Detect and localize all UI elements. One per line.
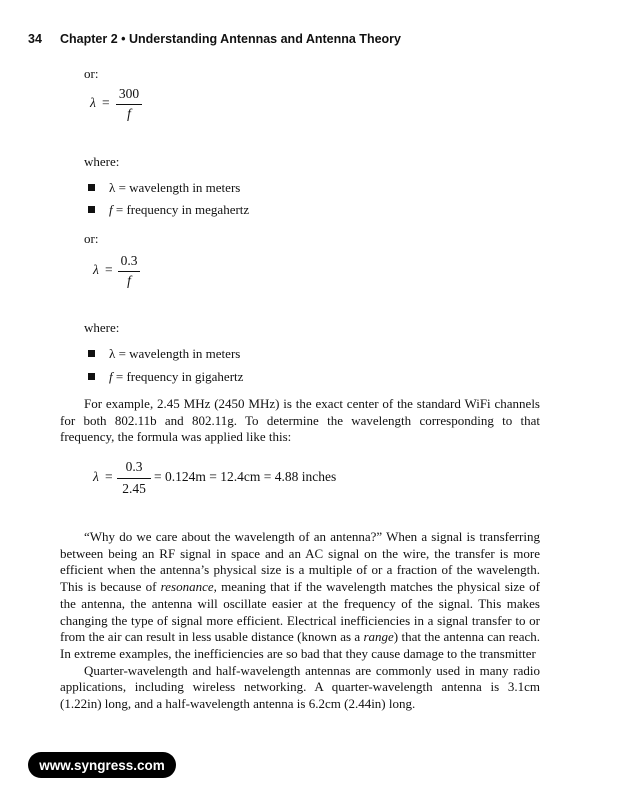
denominator: f: [127, 273, 131, 288]
text-run: ) that the antenna can reach. In extreme examples, the inefficiencies are so bad that they cause damage to the transmitter: [60, 629, 540, 661]
bullet-item: [88, 369, 243, 385]
fraction-bar: [116, 104, 142, 105]
fraction-bar: [117, 478, 151, 479]
denominator: f: [127, 106, 131, 121]
bullet-symbol: λ: [109, 346, 116, 361]
numerator: 0.3: [125, 459, 143, 474]
lambda-symbol: λ: [93, 262, 99, 277]
example-paragraph: [60, 396, 540, 446]
bullet-symbol: f: [109, 369, 113, 384]
emphasis-range: range: [363, 629, 394, 645]
lambda-symbol: λ: [90, 95, 96, 110]
numerator: 0.3: [120, 253, 138, 268]
bullet-item: [88, 202, 249, 218]
bullet-square-icon: [88, 206, 95, 213]
text-run: “Why do we care about the wavelength of an antenna?” When a signal is transferring between being an RF signal in space and an AC signal on the wire, the transfer is more efficient when the antenna’s physical size is a multiple of or a fraction of the wavelength. This is because of: [60, 529, 540, 595]
bullet-square-icon: [88, 350, 95, 357]
bullet-symbol: f: [109, 202, 113, 217]
or-label: or:: [84, 66, 99, 81]
bullet-text: = wavelength in meters: [115, 180, 241, 195]
page-number: 34: [28, 32, 42, 46]
bullet-text: = frequency in gigahertz: [112, 369, 244, 384]
equals-sign: =: [102, 95, 110, 110]
numerator: 300: [118, 86, 140, 101]
formula-result: = 0.124m = 12.4cm = 4.88 inches: [154, 469, 337, 484]
paragraph: [60, 529, 540, 663]
emphasis-resonance: resonance,: [160, 579, 217, 595]
bullet-square-icon: [88, 373, 95, 380]
bullet-item: [88, 180, 240, 196]
bullet-text: = wavelength in meters: [115, 346, 241, 361]
where-label: where:: [84, 154, 120, 169]
bullet-text: = frequency in megahertz: [112, 202, 250, 217]
bullet-square-icon: [88, 184, 95, 191]
denominator: 2.45: [122, 481, 146, 496]
where-label: where:: [84, 320, 120, 335]
example-text: For example, 2.45 MHz (2450 MHz) is the exact center of the standard WiFi channels for both 802.11b and 802.11g. To determine the wavelength corresponding to that frequency, the formula was applied like this:: [60, 396, 540, 445]
footer-url-badge[interactable]: [28, 752, 176, 778]
equals-sign: =: [105, 262, 113, 277]
lambda-symbol: λ: [93, 469, 99, 484]
chapter-title: Chapter 2 • Understanding Antennas and Antenna Theory: [60, 32, 401, 46]
bullet-symbol: λ: [109, 180, 116, 195]
footer-url[interactable]: www.syngress.com: [39, 757, 165, 773]
equals-sign: =: [105, 469, 113, 484]
paragraph: Quarter-wavelength and half-wavelength antennas are commonly used in many radio applications, including wireless networking. A quarter-wavelength antenna is 3.1cm (1.22in) long, and a half-wavelength antenna is 6.2cm (2.44in) long.: [60, 662, 540, 712]
or-label: or:: [84, 231, 99, 246]
fraction-bar: [118, 271, 140, 272]
bullet-item: [88, 346, 240, 362]
body-text: [60, 529, 540, 713]
text-run: meaning that if the wavelength matches the physical size of the antenna, the antenna will oscillate easier at the frequency of the signal. This makes changing the type of signal more efficient. Electrical inefficiencies in a signal transfer to or from the air can result in less usable distance (known as a: [60, 579, 540, 645]
